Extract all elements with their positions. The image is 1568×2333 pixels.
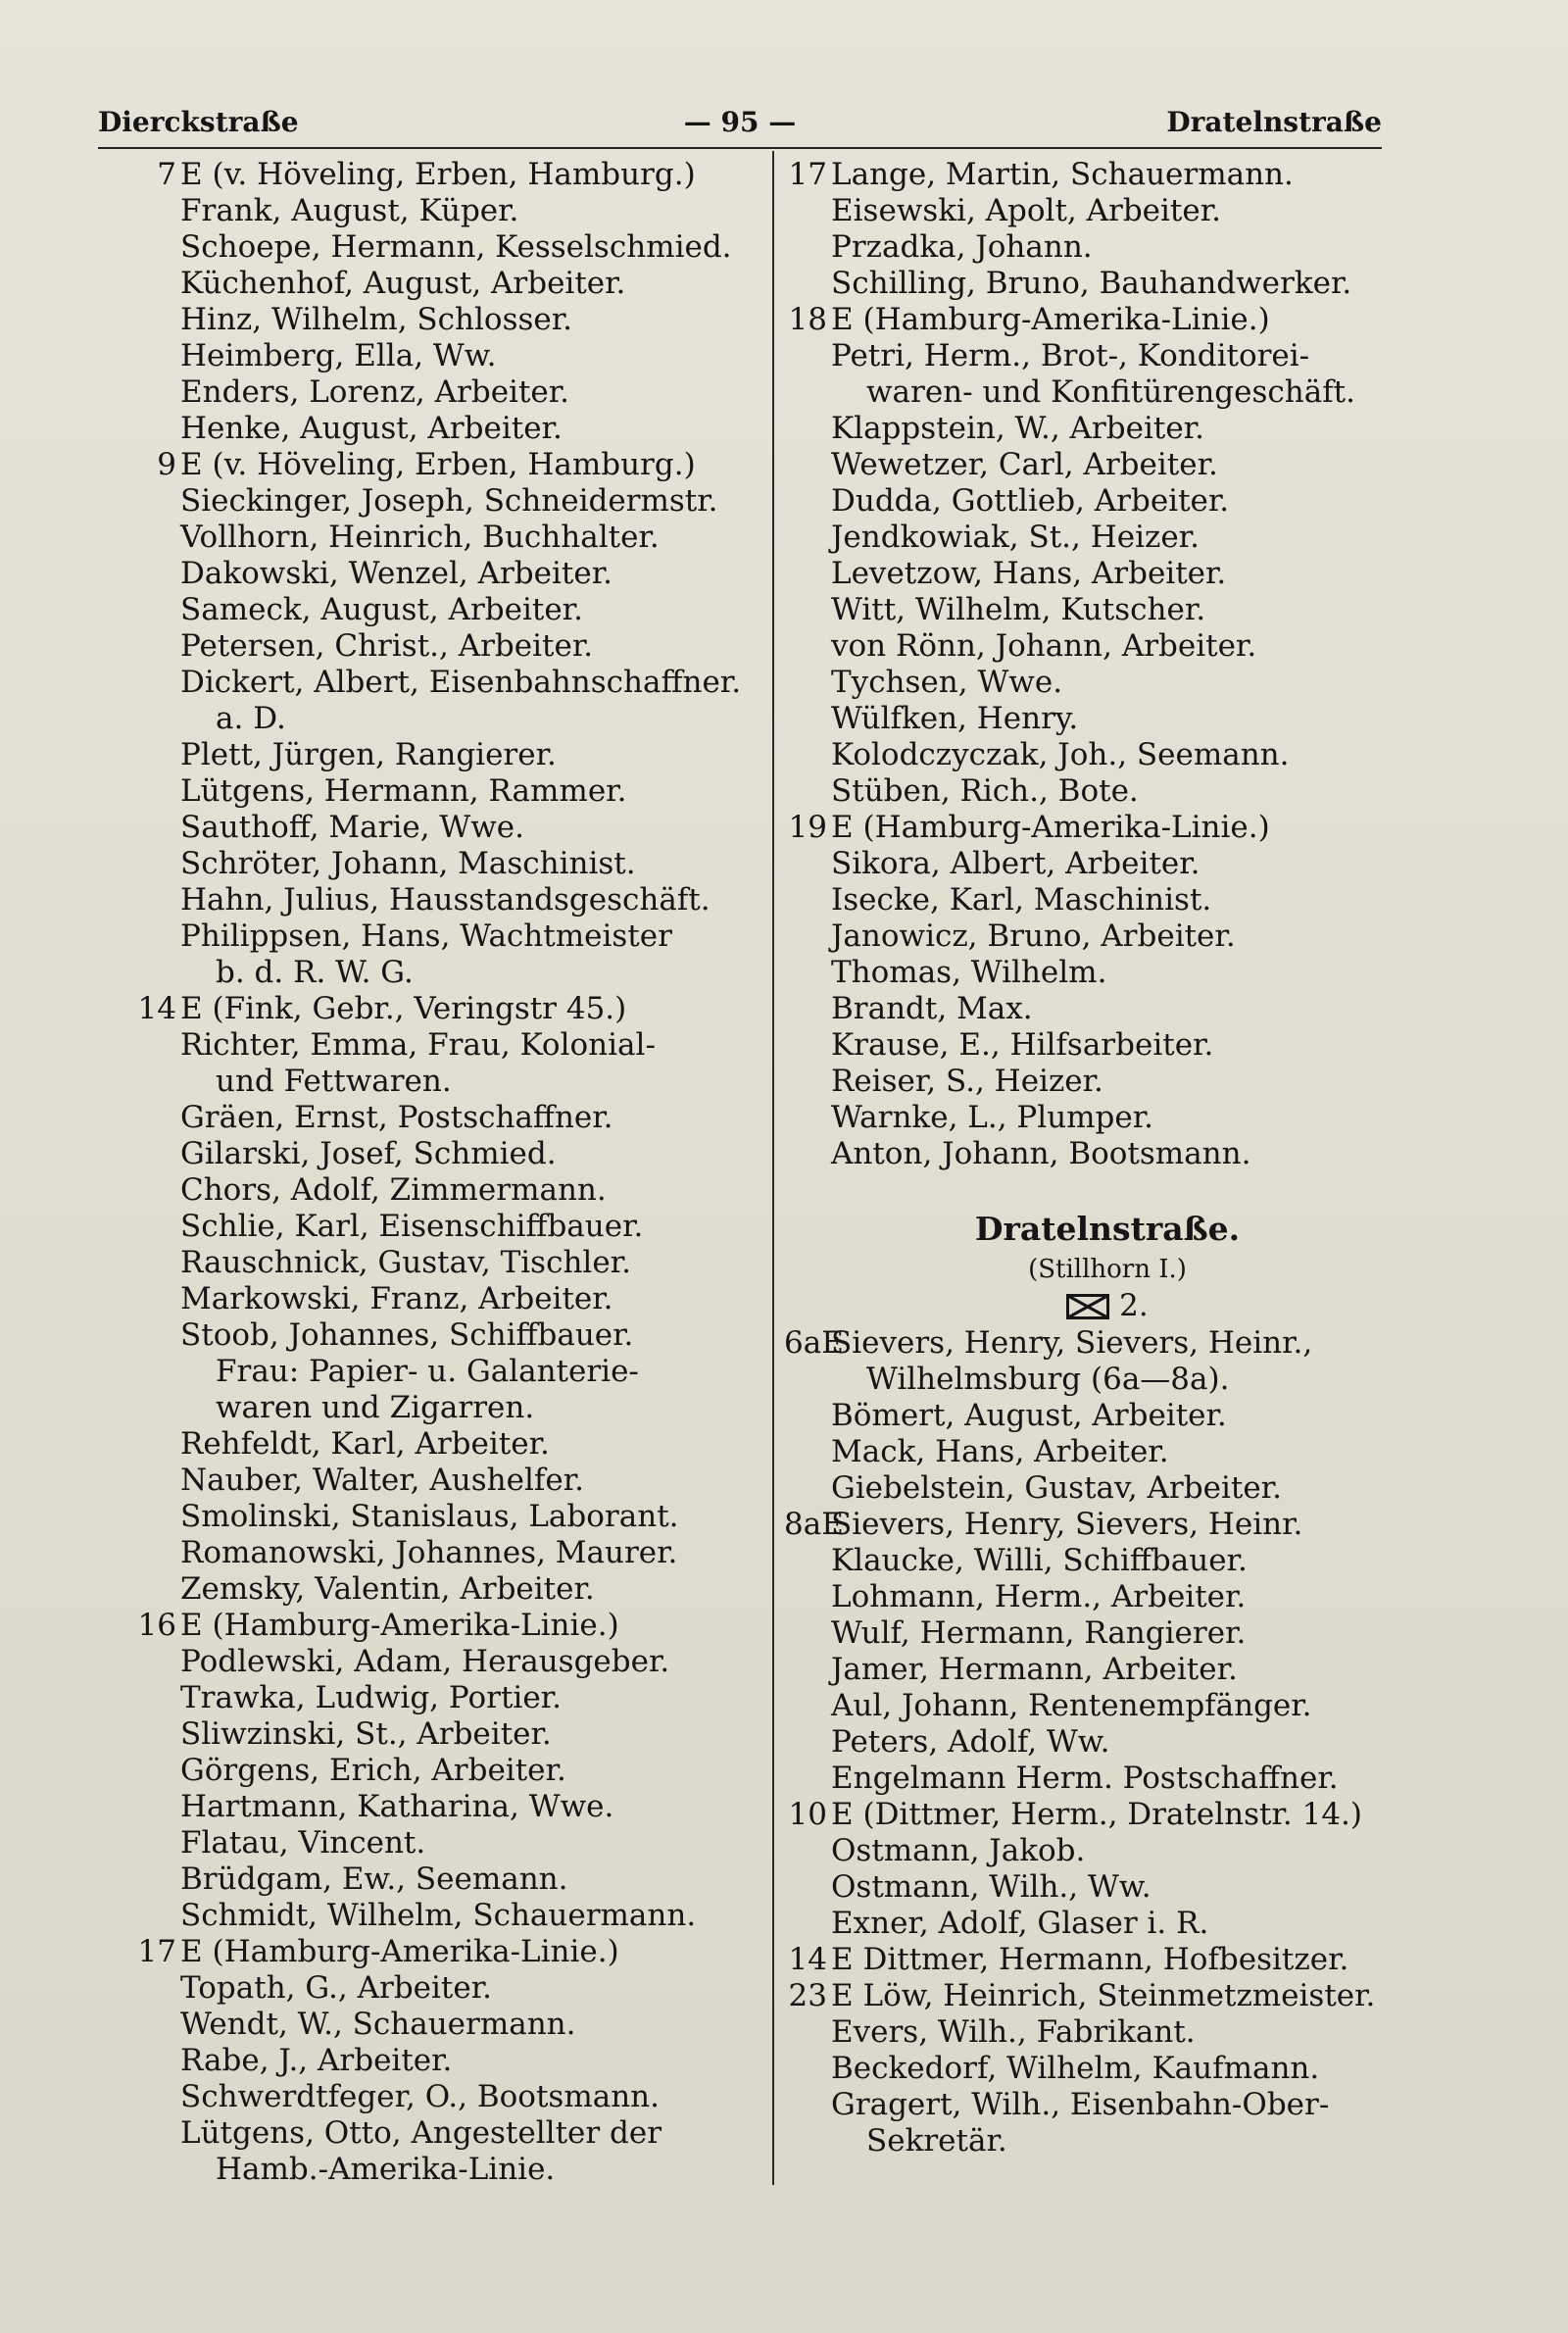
resident-entry <box>784 918 1392 955</box>
entry-text: Hartmann, Katharina, Wwe. <box>180 1789 614 1824</box>
entry-text: Aul, Johann, Rentenempfänger. <box>831 1688 1312 1723</box>
house-entry <box>784 302 1392 338</box>
entry-text: Lange, Martin, Schauermann. <box>831 157 1294 192</box>
entry-text: Thomas, Wilhelm. <box>831 955 1107 990</box>
resident-entry <box>133 1426 760 1463</box>
resident-entry <box>784 1688 1392 1724</box>
resident-entry <box>784 229 1392 266</box>
entry-text: Przadka, Johann. <box>831 229 1093 265</box>
entry-text: Sievers, Henry, Sievers, Heinr., <box>831 1325 1313 1361</box>
postal-district <box>784 1286 1392 1325</box>
resident-entry <box>133 1898 760 1934</box>
resident-entry <box>784 737 1392 773</box>
entry-text: a. D. <box>216 701 286 736</box>
resident-entry <box>133 302 760 338</box>
house-number: 17 <box>137 1934 176 1969</box>
entry-text: Flatau, Vincent. <box>180 1825 426 1861</box>
resident-entry <box>784 1724 1392 1761</box>
right-column-top <box>784 157 1392 1172</box>
entry-text: Smolinski, Stanislaus, Laborant. <box>180 1499 679 1534</box>
header-street-start: Dierckstraße <box>98 106 299 138</box>
entry-text: Eisewski, Apolt, Arbeiter. <box>831 193 1222 228</box>
entry-text: von Rönn, Johann, Arbeiter. <box>831 628 1257 664</box>
resident-entry <box>133 1136 760 1172</box>
resident-entry <box>784 1761 1392 1797</box>
entry-text: Richter, Emma, Frau, Kolonial- <box>180 1027 656 1063</box>
entry-text: Reiser, S., Heizer. <box>831 1064 1103 1099</box>
entry-text: b. d. R. W. G. <box>216 955 414 990</box>
entry-text: E Löw, Heinrich, Steinmetzmeister. <box>831 1978 1376 2013</box>
resident-entry <box>133 737 760 773</box>
resident-entry <box>784 1064 1392 1100</box>
entry-text: Henke, August, Arbeiter. <box>180 411 563 446</box>
resident-entry <box>784 1615 1392 1652</box>
entry-text: Ostmann, Wilh., Ww. <box>831 1869 1152 1905</box>
column-divider <box>772 151 774 2185</box>
entry-text: Warnke, L., Plumper. <box>831 1100 1154 1135</box>
resident-entry <box>784 628 1392 665</box>
resident-entry <box>133 882 760 918</box>
entry-text: Schilling, Bruno, Bauhandwerker. <box>831 266 1352 301</box>
entry-text: Klappstein, W., Arbeiter. <box>831 411 1204 446</box>
entry-text: Kolodczyczak, Joh., Seemann. <box>831 737 1290 772</box>
entry-text: Görgens, Erich, Arbeiter. <box>180 1753 566 1788</box>
entry-text: Ostmann, Jakob. <box>831 1833 1086 1868</box>
entry-text: Janowicz, Bruno, Arbeiter. <box>831 918 1236 954</box>
house-number: 14 <box>137 991 176 1026</box>
entry-text: Sameck, August, Arbeiter. <box>180 592 583 627</box>
entry-text: E Dittmer, Hermann, Hofbesitzer. <box>831 1942 1349 1977</box>
page-number: — 95 — <box>683 106 797 138</box>
resident-entry <box>784 1652 1392 1688</box>
entry-continuation <box>133 1390 760 1426</box>
entry-text: Krause, E., Hilfsarbeiter. <box>831 1027 1214 1063</box>
resident-entry <box>784 1434 1392 1470</box>
resident-entry <box>133 2079 760 2115</box>
resident-entry <box>133 229 760 266</box>
entry-text: Sliwzinski, St., Arbeiter. <box>180 1716 552 1752</box>
resident-entry <box>133 1789 760 1825</box>
resident-entry <box>784 193 1392 229</box>
entry-text: Isecke, Karl, Maschinist. <box>831 882 1212 918</box>
entry-text: Schwerdtfeger, O., Bootsmann. <box>180 2079 660 2114</box>
entry-text: Anton, Johann, Bootsmann. <box>831 1136 1251 1171</box>
resident-entry <box>133 628 760 665</box>
house-number: 19 <box>788 810 827 845</box>
entry-text: Wilhelmsburg (6a—8a). <box>866 1362 1230 1397</box>
entry-text: Tychsen, Wwe. <box>831 665 1063 700</box>
entry-text: Klaucke, Willi, Schiffbauer. <box>831 1543 1248 1578</box>
entry-text: Dickert, Albert, Eisenbahnschaffner. <box>180 665 742 700</box>
entry-text: waren und Zigarren. <box>216 1390 535 1425</box>
entry-text: Jendkowiak, St., Heizer. <box>831 520 1200 555</box>
entry-text: Schmidt, Wilhelm, Schauermann. <box>180 1898 697 1933</box>
entry-text: Plett, Jürgen, Rangierer. <box>180 737 557 772</box>
resident-entry <box>784 520 1392 556</box>
resident-entry <box>133 1463 760 1499</box>
resident-entry <box>133 1716 760 1753</box>
entry-continuation <box>133 701 760 737</box>
entry-text: Sievers, Henry, Sievers, Heinr. <box>831 1507 1303 1542</box>
resident-entry <box>784 665 1392 701</box>
house-number: 16 <box>137 1608 176 1643</box>
entry-text: Peters, Adolf, Ww. <box>831 1724 1110 1760</box>
resident-entry <box>784 1027 1392 1064</box>
entry-text: waren- und Konfitürengeschäft. <box>866 374 1355 410</box>
resident-entry <box>784 1136 1392 1172</box>
entry-text: E (Hamburg-Amerika-Linie.) <box>831 810 1270 845</box>
entry-text: Giebelstein, Gustav, Arbeiter. <box>831 1470 1282 1506</box>
entry-text: Zemsky, Valentin, Arbeiter. <box>180 1571 595 1607</box>
entry-text: Markowski, Franz, Arbeiter. <box>180 1281 613 1316</box>
resident-entry <box>784 592 1392 628</box>
entry-text: Lütgens, Hermann, Rammer. <box>180 773 627 809</box>
entry-text: Trawka, Ludwig, Portier. <box>180 1680 562 1715</box>
entry-text: Enders, Lorenz, Arbeiter. <box>180 374 570 410</box>
entry-text: Witt, Wilhelm, Kutscher. <box>831 592 1206 627</box>
resident-entry <box>133 338 760 374</box>
entry-text: Jamer, Hermann, Arbeiter. <box>831 1652 1238 1687</box>
entry-continuation <box>133 2152 760 2188</box>
resident-entry <box>133 1861 760 1898</box>
entry-continuation <box>784 2123 1392 2159</box>
resident-entry <box>133 1970 760 2007</box>
resident-entry <box>133 1281 760 1317</box>
resident-entry <box>784 2087 1392 2123</box>
resident-entry <box>784 1833 1392 1869</box>
entry-text: E (Hamburg-Amerika-Linie.) <box>831 302 1270 337</box>
entry-text: Podlewski, Adam, Herausgeber. <box>180 1644 670 1679</box>
entry-text: Evers, Wilh., Fabrikant. <box>831 2014 1196 2050</box>
resident-entry <box>133 556 760 592</box>
entry-text: Rabe, J., Arbeiter. <box>180 2043 453 2078</box>
entry-text: und Fettwaren. <box>216 1064 452 1099</box>
entry-text: Beckedorf, Wilhelm, Kaufmann. <box>831 2051 1320 2086</box>
entry-text: Rauschnick, Gustav, Tischler. <box>180 1245 631 1280</box>
resident-entry <box>133 1644 760 1680</box>
resident-entry <box>784 1579 1392 1615</box>
entry-text: Stüben, Rich., Bote. <box>831 773 1139 809</box>
entry-text: Engelmann Herm. Postschaffner. <box>831 1761 1339 1796</box>
house-number: 18 <box>788 302 827 337</box>
resident-entry <box>133 1209 760 1245</box>
entry-text: Bömert, August, Arbeiter. <box>831 1398 1227 1433</box>
right-column-bottom <box>784 1325 1392 2159</box>
entry-text: Lütgens, Otto, Angestellter der <box>180 2115 662 2151</box>
entry-text: Petri, Herm., Brot-, Konditorei- <box>831 338 1310 373</box>
entry-text: Mack, Hans, Arbeiter. <box>831 1434 1169 1469</box>
section-subtitle: (Stillhorn I.) <box>1028 1255 1187 1284</box>
resident-entry <box>133 266 760 302</box>
page-header <box>98 98 1382 147</box>
entry-text: Dudda, Gottlieb, Arbeiter. <box>831 483 1230 519</box>
house-number: 23 <box>788 1978 827 2013</box>
resident-entry <box>133 193 760 229</box>
house-entry <box>133 447 760 483</box>
entry-text: E (v. Höveling, Erben, Hamburg.) <box>180 447 696 482</box>
house-entry <box>133 157 760 193</box>
resident-entry <box>133 1172 760 1209</box>
left-column <box>133 157 760 2188</box>
resident-entry <box>784 991 1392 1027</box>
house-entry <box>784 1797 1392 1833</box>
entry-text: Sauthoff, Marie, Wwe. <box>180 810 525 845</box>
entry-text: Wendt, W., Schauermann. <box>180 2007 576 2042</box>
entry-text: Heimberg, Ella, Ww. <box>180 338 497 373</box>
entry-text: Sekretär. <box>866 2123 1007 2159</box>
entry-text: Schröter, Johann, Maschinist. <box>180 846 636 881</box>
entry-text: Hamb.-Amerika-Linie. <box>216 2152 556 2187</box>
entry-text: Gilarski, Josef, Schmied. <box>180 1136 557 1171</box>
entry-text: Sieckinger, Joseph, Schneidermstr. <box>180 483 718 519</box>
right-column <box>784 157 1392 2159</box>
entry-text: Schoepe, Hermann, Kesselschmied. <box>180 229 732 265</box>
resident-entry <box>784 1906 1392 1942</box>
postal-number: 2. <box>1119 1288 1149 1323</box>
section-title: Dratelnstraße. <box>974 1210 1241 1248</box>
resident-entry <box>784 1470 1392 1507</box>
entry-text: Wülfken, Henry. <box>831 701 1079 736</box>
entry-text: Exner, Adolf, Glaser i. R. <box>831 1906 1209 1941</box>
resident-entry <box>784 1869 1392 1906</box>
resident-entry <box>133 773 760 810</box>
entry-text: Brandt, Max. <box>831 991 1033 1026</box>
entry-text: Schlie, Karl, Eisenschiffbauer. <box>180 1209 644 1244</box>
resident-entry <box>133 411 760 447</box>
entry-text: E (Fink, Gebr., Veringstr 45.) <box>180 991 627 1026</box>
house-entry <box>784 1507 1392 1543</box>
resident-entry <box>133 1245 760 1281</box>
resident-entry <box>133 1571 760 1608</box>
resident-entry <box>133 2007 760 2043</box>
resident-entry <box>784 447 1392 483</box>
entry-text: Hahn, Julius, Hausstandsgeschäft. <box>180 882 710 918</box>
entry-continuation <box>133 1354 760 1390</box>
resident-entry <box>784 2014 1392 2051</box>
resident-entry <box>133 918 760 955</box>
entry-text: Dakowski, Wenzel, Arbeiter. <box>180 556 612 591</box>
resident-entry <box>784 882 1392 918</box>
resident-entry <box>784 338 1392 374</box>
entry-text: Frau: Papier- u. Galanterie- <box>216 1354 639 1389</box>
entry-text: Lohmann, Herm., Arbeiter. <box>831 1579 1247 1614</box>
resident-entry <box>133 1317 760 1354</box>
header-rule <box>98 147 1382 149</box>
resident-entry <box>784 2051 1392 2087</box>
entry-text: Topath, G., Arbeiter. <box>180 1970 492 2006</box>
house-number: 9 <box>157 447 176 482</box>
entry-continuation <box>784 374 1392 411</box>
entry-text: Gragert, Wilh., Eisenbahn-Ober- <box>831 2087 1330 2122</box>
house-number: 17 <box>788 157 827 192</box>
header-street-end: Dratelnstraße <box>1166 106 1382 138</box>
house-entry <box>133 1608 760 1644</box>
entry-text: Romanowski, Johannes, Maurer. <box>180 1535 678 1570</box>
entry-text: Nauber, Walter, Aushelfer. <box>180 1463 584 1498</box>
resident-entry <box>784 955 1392 991</box>
resident-entry <box>133 1753 760 1789</box>
resident-entry <box>784 1543 1392 1579</box>
house-number: 7 <box>157 157 176 192</box>
resident-entry <box>784 701 1392 737</box>
entry-text: Wewetzer, Carl, Arbeiter. <box>831 447 1218 482</box>
resident-entry <box>784 1398 1392 1434</box>
resident-entry <box>784 483 1392 520</box>
entry-text: E (v. Höveling, Erben, Hamburg.) <box>180 157 696 192</box>
envelope-icon <box>1066 1294 1109 1319</box>
house-number: 10 <box>788 1797 827 1832</box>
entry-continuation <box>784 1362 1392 1398</box>
house-entry <box>784 1942 1392 1978</box>
resident-entry <box>784 411 1392 447</box>
resident-entry <box>133 846 760 882</box>
resident-entry <box>784 266 1392 302</box>
resident-entry <box>133 2115 760 2152</box>
house-number: 14 <box>788 1942 827 1977</box>
entry-text: Frank, August, Küper. <box>180 193 519 228</box>
resident-entry <box>133 1027 760 1064</box>
entry-text: Levetzow, Hans, Arbeiter. <box>831 556 1227 591</box>
resident-entry <box>784 556 1392 592</box>
house-entry <box>784 1978 1392 2014</box>
resident-entry <box>133 1680 760 1716</box>
resident-entry <box>133 1825 760 1861</box>
entry-text: Sikora, Albert, Arbeiter. <box>831 846 1200 881</box>
entry-continuation <box>133 955 760 991</box>
house-entry <box>784 1325 1392 1362</box>
resident-entry <box>133 374 760 411</box>
resident-entry <box>784 1100 1392 1136</box>
house-entry <box>784 157 1392 193</box>
entry-text: Gräen, Ernst, Postschaffner. <box>180 1100 613 1135</box>
house-entry <box>133 1934 760 1970</box>
entry-text: Brüdgam, Ew., Seemann. <box>180 1861 568 1897</box>
entry-text: E (Dittmer, Herm., Dratelnstr. 14.) <box>831 1797 1363 1832</box>
house-number: 6aE <box>784 1325 844 1361</box>
entry-text: Stoob, Johannes, Schiffbauer. <box>180 1317 634 1353</box>
resident-entry <box>133 1100 760 1136</box>
entry-text: Chors, Adolf, Zimmermann. <box>180 1172 607 1208</box>
resident-entry <box>133 810 760 846</box>
house-entry <box>784 810 1392 846</box>
resident-entry <box>133 483 760 520</box>
entry-text: E (Hamburg-Amerika-Linie.) <box>180 1608 619 1643</box>
resident-entry <box>784 773 1392 810</box>
resident-entry <box>133 1535 760 1571</box>
entry-text: E (Hamburg-Amerika-Linie.) <box>180 1934 619 1969</box>
resident-entry <box>133 2043 760 2079</box>
entry-continuation <box>133 1064 760 1100</box>
house-entry <box>133 991 760 1027</box>
entry-text: Hinz, Wilhelm, Schlosser. <box>180 302 573 337</box>
resident-entry <box>133 665 760 701</box>
resident-entry <box>133 592 760 628</box>
entry-text: Vollhorn, Heinrich, Buchhalter. <box>180 520 660 555</box>
entry-text: Rehfeldt, Karl, Arbeiter. <box>180 1426 550 1462</box>
entry-text: Petersen, Christ., Arbeiter. <box>180 628 594 664</box>
entry-text: Küchenhof, August, Arbeiter. <box>180 266 626 301</box>
house-number: 8aE <box>784 1507 844 1542</box>
resident-entry <box>133 520 760 556</box>
resident-entry <box>133 1499 760 1535</box>
resident-entry <box>784 846 1392 882</box>
entry-text: Wulf, Hermann, Rangierer. <box>831 1615 1247 1651</box>
entry-text: Philippsen, Hans, Wachtmeister <box>180 918 672 954</box>
